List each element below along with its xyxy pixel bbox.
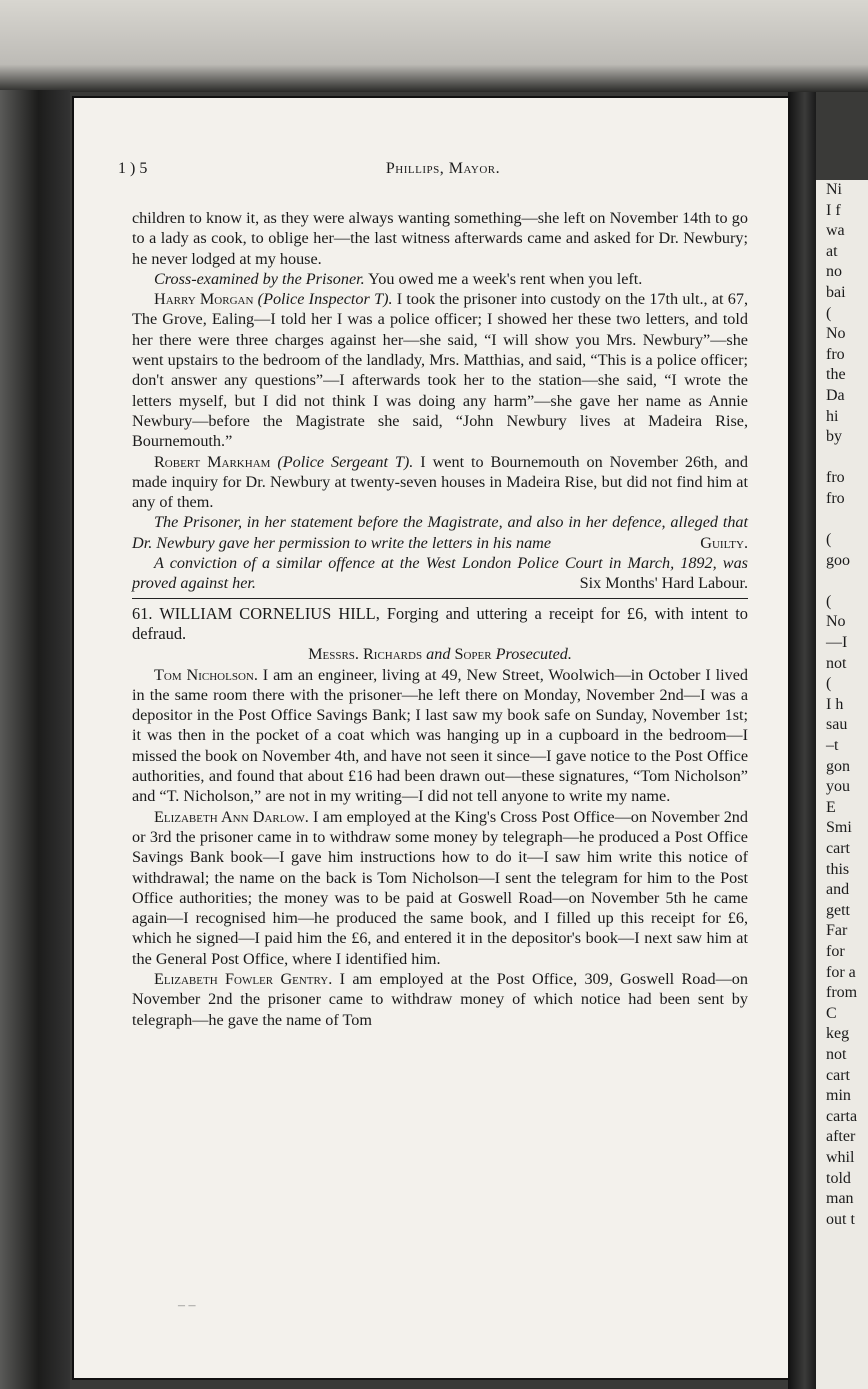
facing-page-line: keg	[826, 1025, 850, 1043]
counsel-role: Prosecuted.	[491, 645, 572, 664]
facing-page-line: gon	[826, 757, 850, 775]
facing-page-line: not	[826, 654, 847, 672]
facing-page-line: not	[826, 1045, 847, 1063]
case-heading	[132, 604, 748, 645]
facing-page-line: fro	[826, 469, 845, 487]
facing-page-line: for	[826, 942, 845, 960]
facing-page-line: (	[826, 592, 832, 610]
facing-page-line: and	[826, 881, 850, 899]
facing-page-line: out t	[826, 1210, 855, 1228]
facing-page-line: Ni	[826, 181, 842, 198]
facing-page-line: bai	[826, 283, 846, 301]
facing-page-line: fro	[826, 345, 845, 363]
facing-page-line: whil	[826, 1148, 855, 1166]
book-spine-edge	[0, 90, 70, 1389]
witness-name: Elizabeth Fowler Gentry.	[154, 969, 333, 988]
facing-page-line: (	[826, 304, 832, 322]
paragraph-text: The Prisoner, in her statement before the Magistrate, and also in her defence, alleged that Dr. Newbury gave her permission to write the letters in his name	[132, 513, 748, 552]
testimony-text: I am employed at the King's Cross Post Office—on November 2nd or 3rd the prisoner came in to withdraw some money by telegraph—he produced a Post Office Savings Bank book—I gave him instructions how to do it—I saw him write this notice of withdrawal; the name on the back is Tom Nicholson—I sent the telegram for him to the Post Office authorities; the money was to be paid at Goswell Road—on November 5th he came again—I recognised him—he produced the same book, and I filled up this receipt for £6, which he signed—I paid him the £6, and entered it in the depositor's book—I next saw him at the General Post Office, where I identified him.	[132, 807, 748, 968]
facing-page-line: goo	[826, 551, 850, 569]
section-divider	[132, 598, 748, 599]
facing-page-line: E	[826, 798, 836, 816]
counsel-and: and	[422, 645, 455, 664]
facing-page-line: wa	[826, 222, 845, 240]
book-page	[74, 98, 788, 1378]
facing-page-line: No	[826, 325, 846, 343]
facing-page-line: this	[826, 860, 850, 878]
facing-page-line: sau	[826, 716, 848, 734]
facing-page-line	[816, 448, 868, 469]
facing-page-line: from	[826, 984, 858, 1002]
facing-page-line: min	[826, 1087, 851, 1105]
facing-page-line: Far	[826, 922, 848, 940]
body-text	[132, 208, 748, 1030]
case-charge: Forging and uttering a receipt for £6, with intent to defraud.	[132, 603, 748, 643]
cross-exam-lead: Cross-examined by the Prisoner.	[154, 269, 365, 288]
stray-mark: – –	[178, 1298, 196, 1313]
witness-name: Harry Morgan	[154, 290, 254, 309]
facing-page-line: C	[826, 1004, 837, 1022]
paragraph	[132, 553, 748, 594]
witness-name: Robert Markham	[154, 452, 271, 471]
scan-top-margin	[0, 0, 868, 92]
paragraph-text: I went to Bournemouth on November 26th, and made inquiry for Dr. Newbury at twenty-seven houses in Madeira Rise, but did not find him at any of them.	[132, 452, 748, 512]
witness-name: Tom Nicholson.	[154, 665, 258, 684]
facing-page-line: by	[826, 428, 842, 446]
facing-page-line: told	[826, 1169, 851, 1187]
verdict: Guilty.	[700, 533, 748, 552]
facing-page-line: for a	[826, 963, 856, 981]
testimony	[132, 807, 748, 969]
facing-page-fragment	[816, 180, 868, 1389]
witness-role: (Police Inspector T).	[253, 290, 393, 309]
page-number: 1 ) 5	[118, 160, 148, 177]
testimony-text: I am an engineer, living at 49, New Street, Woolwich—in October I lived in the same room there with the prisoner—he left there on Monday, November 2nd—I was a depositor in the Post Office Savings Bank; I last saw my book safe on Sunday, November 1st; it was then in the pocket of a coat which was hanging up in a cupboard in the bedroom—I missed the book on November 4th, and have not seen it since—I gave notice to the Post Office authorities, and found that about £16 had been drawn out—these signatures, “Tom Nicholson” and “T. Nicholson,” are not in my writing—I did not tell anyone to write my name.	[132, 665, 748, 806]
case-number: 61.	[132, 603, 153, 623]
facing-page-line: No	[826, 613, 846, 631]
facing-page-line: man	[826, 1190, 854, 1208]
facing-page-line: hi	[826, 407, 839, 425]
facing-page-line: (	[826, 675, 832, 693]
facing-page-line: —I	[826, 634, 848, 652]
counsel-name: Messrs. Richards	[308, 645, 423, 664]
facing-page-line: Da	[826, 386, 845, 404]
testimony	[132, 969, 748, 1030]
facing-page-line: cart	[826, 840, 850, 857]
facing-page-line: Smi	[826, 819, 852, 837]
counsel-line	[132, 644, 748, 664]
paragraph-text: I took the prisoner into custody on the 17th ult., at 67, The Grove, Ealing—I told her I was a police officer; I showed her these two letters, and told her there were three charges against her—she said, “I will show you Mrs. Newbury”—she went upstairs to the bedroom of the landlady, Mrs. Matthias, and said, “This is a police officer; don't answer any questions”—I afterwards took her to the station—she said, “I wrote the letters myself, but I did not think I was doing any harm”—she gave her name as Annie Newbury—before the Magistrate she said, “John Newbury lives at Madeira Rise, Bournemouth.”	[132, 290, 748, 451]
facing-page-line: (	[826, 531, 832, 549]
book-gutter	[788, 92, 816, 1389]
facing-page-line: cart	[826, 1066, 850, 1084]
page-title: Phillips, Mayor.	[385, 160, 501, 177]
facing-page-line: the	[826, 366, 846, 384]
facing-page-line: carta	[826, 1107, 858, 1125]
facing-page-line: I h	[826, 695, 844, 713]
sentence: Six Months' Hard Labour.	[579, 574, 748, 593]
facing-page-line	[816, 571, 868, 592]
witness-name: Elizabeth Ann Darlow.	[154, 807, 309, 826]
paragraph	[132, 512, 748, 553]
facing-page-line: you	[826, 778, 850, 796]
defendant-name: WILLIAM CORNELIUS HILL,	[159, 603, 380, 623]
testimony	[132, 665, 748, 807]
paragraph	[132, 289, 748, 451]
facing-page-line: gett	[826, 901, 850, 919]
paragraph-text: You owed me a week's rent when you left.	[364, 269, 643, 288]
facing-page-line: no	[826, 263, 842, 281]
counsel-name: Soper	[454, 645, 492, 664]
facing-page-line: fro	[826, 489, 845, 507]
paragraph	[132, 452, 748, 513]
paragraph-text: A conviction of a similar offence at the West London Police Court in March, 1892, was proved against her.	[132, 554, 748, 593]
facing-page-line: at	[826, 242, 838, 260]
facing-page-line: I f	[826, 201, 841, 219]
paragraph: children to know it, as they were always wanting something—she left on November 14th to go to a lady as cook, to oblige her—the last witness afterwards came and asked for Dr. Newbury; he never lodged at my house.	[132, 209, 748, 268]
facing-page-line: –t	[826, 737, 839, 755]
paragraph	[132, 269, 748, 289]
testimony-text: I am employed at the Post Office, 309, Goswell Road—on November 2nd the prisoner came to withdraw money of which notice had been sent by telegraph—he gave the name of Tom	[132, 969, 748, 1029]
facing-page-line: after	[826, 1128, 856, 1146]
witness-role: (Police Sergeant T).	[270, 452, 414, 471]
facing-page-line	[816, 510, 868, 531]
